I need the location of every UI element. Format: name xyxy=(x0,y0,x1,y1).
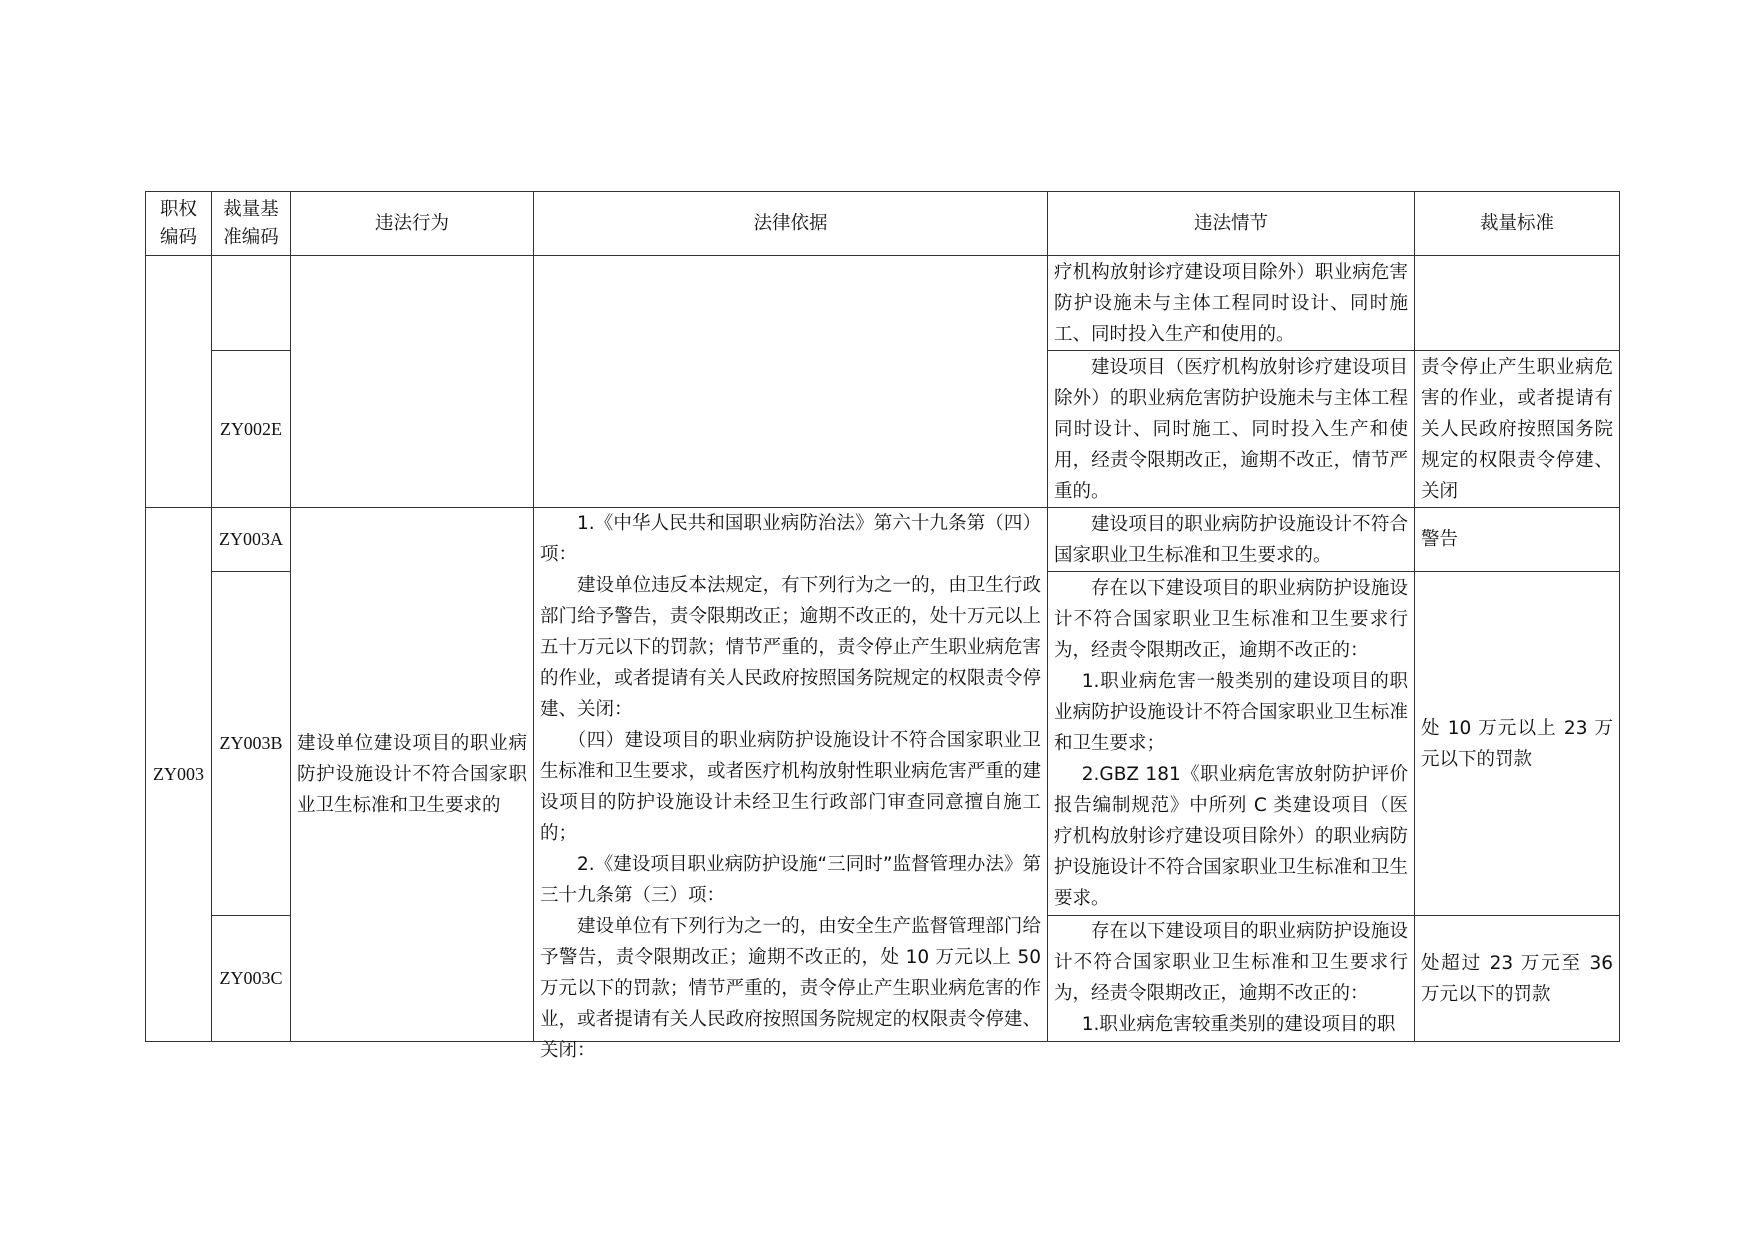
zy002-cont-situation: 疗机构放射诊疗建设项目除外）职业病危害防护设施未与主体工程同时设计、同时施工、同时投入生产和使用的。 xyxy=(1048,256,1415,351)
zy003a-standard: 警告 xyxy=(1415,508,1620,572)
zy003b-situation: 存在以下建设项目的职业病防护设施设计不符合国家职业卫生标准和卫生要求行为，经责令限期改正，逾期不改正的： 1.职业病危害一般类别的建设项目的职业病防护设施设计不符合国家职业卫生标准和卫生要求； 2.GBZ 181《职业病危害放射防护评价报告编制规范》中所列 C 类建设项目（医疗机构放射诊疗建设项目除外）的职业病防护设施设计不符合国家职业卫生标准和卫生要求。 xyxy=(1048,572,1415,916)
table-header-row xyxy=(146,192,1620,256)
zy003c-standard: 处超过 23 万元至 36 万元以下的罚款 xyxy=(1415,916,1620,1042)
zy003-legal-basis xyxy=(534,508,1048,1061)
legal-clause-2: 建设单位违反本法规定，有下列行为之一的，由卫生行政部门给予警告，责令限期改正；逾期不改正的，处十万元以上五十万元以下的罚款；情节严重的，责令停止产生职业病危害的作业，或者提请有关人民政府按照国务院规定的权限责令停建、关闭： xyxy=(540,575,1041,720)
zy003b-code: ZY003B xyxy=(212,572,291,916)
header-benchmark-code: 裁量基准编码 xyxy=(212,192,291,256)
header-legal-basis: 法律依据 xyxy=(534,192,1048,256)
header-situation: 违法情节 xyxy=(1048,192,1415,256)
zy002-legal-cell xyxy=(534,256,1048,508)
header-violation: 违法行为 xyxy=(291,192,534,256)
zy003-authority-code: ZY003 xyxy=(146,508,212,1042)
zy003c-situation: 存在以下建设项目的职业病防护设施设计不符合国家职业卫生标准和卫生要求行为，经责令限期改正，逾期不改正的： 1.职业病危害较重类别的建设项目的职 xyxy=(1048,916,1415,1042)
zy002-cont-standard-cell xyxy=(1415,256,1620,351)
zy002e-situation: 建设项目（医疗机构放射诊疗建设项目除外）的职业病危害防护设施未与主体工程同时设计、同时施工、同时投入生产和使用，经责令限期改正，逾期不改正，情节严重的。 xyxy=(1048,351,1415,508)
header-authority-code: 职权编码 xyxy=(146,192,212,256)
legal-clause-3: （四）建设项目的职业病防护设施设计不符合国家职业卫生标准和卫生要求，或者医疗机构放射性职业病危害严重的建设项目的防护设施设计未经卫生行政部门审查同意擅自施工的； xyxy=(540,730,1041,844)
legal-clause-5: 建设单位有下列行为之一的，由安全生产监督管理部门给予警告，责令限期改正；逾期不改正的，处 10 万元以上 50 万元以下的罚款；情节严重的，责令停止产生职业病危害的作业，或者提请有关人民政府按照国务院规定的权限责令停建、关闭： xyxy=(540,916,1041,1061)
zy002e-standard: 责令停止产生职业病危害的作业，或者提请有关人民政府按照国务院规定的权限责令停建、关闭 xyxy=(1415,351,1620,508)
zy002-authority-cell xyxy=(146,256,212,508)
header-standard: 裁量标准 xyxy=(1415,192,1620,256)
zy003b-standard: 处 10 万元以上 23 万元以下的罚款 xyxy=(1415,572,1620,916)
zy003a-situation: 建设项目的职业病防护设施设计不符合国家职业卫生标准和卫生要求的。 xyxy=(1048,508,1415,572)
zy003c-code: ZY003C xyxy=(212,916,291,1042)
table-row xyxy=(146,256,1620,351)
zy002-violation-cell xyxy=(291,256,534,508)
zy003a-code: ZY003A xyxy=(212,508,291,572)
zy003-violation: 建设单位建设项目的职业病防护设施设计不符合国家职业卫生标准和卫生要求的 xyxy=(291,508,534,1042)
legal-clause-1: 1.《中华人民共和国职业病防治法》第六十九条第（四）项： xyxy=(540,513,1041,565)
zy002-cont-code-cell xyxy=(212,256,291,351)
legal-clause-4: 2.《建设项目职业病防护设施“三同时”监督管理办法》第三十九条第（三）项： xyxy=(540,854,1041,906)
zy002e-code: ZY002E xyxy=(212,351,291,508)
table-row xyxy=(146,508,1620,572)
discretion-table xyxy=(145,191,1620,1061)
